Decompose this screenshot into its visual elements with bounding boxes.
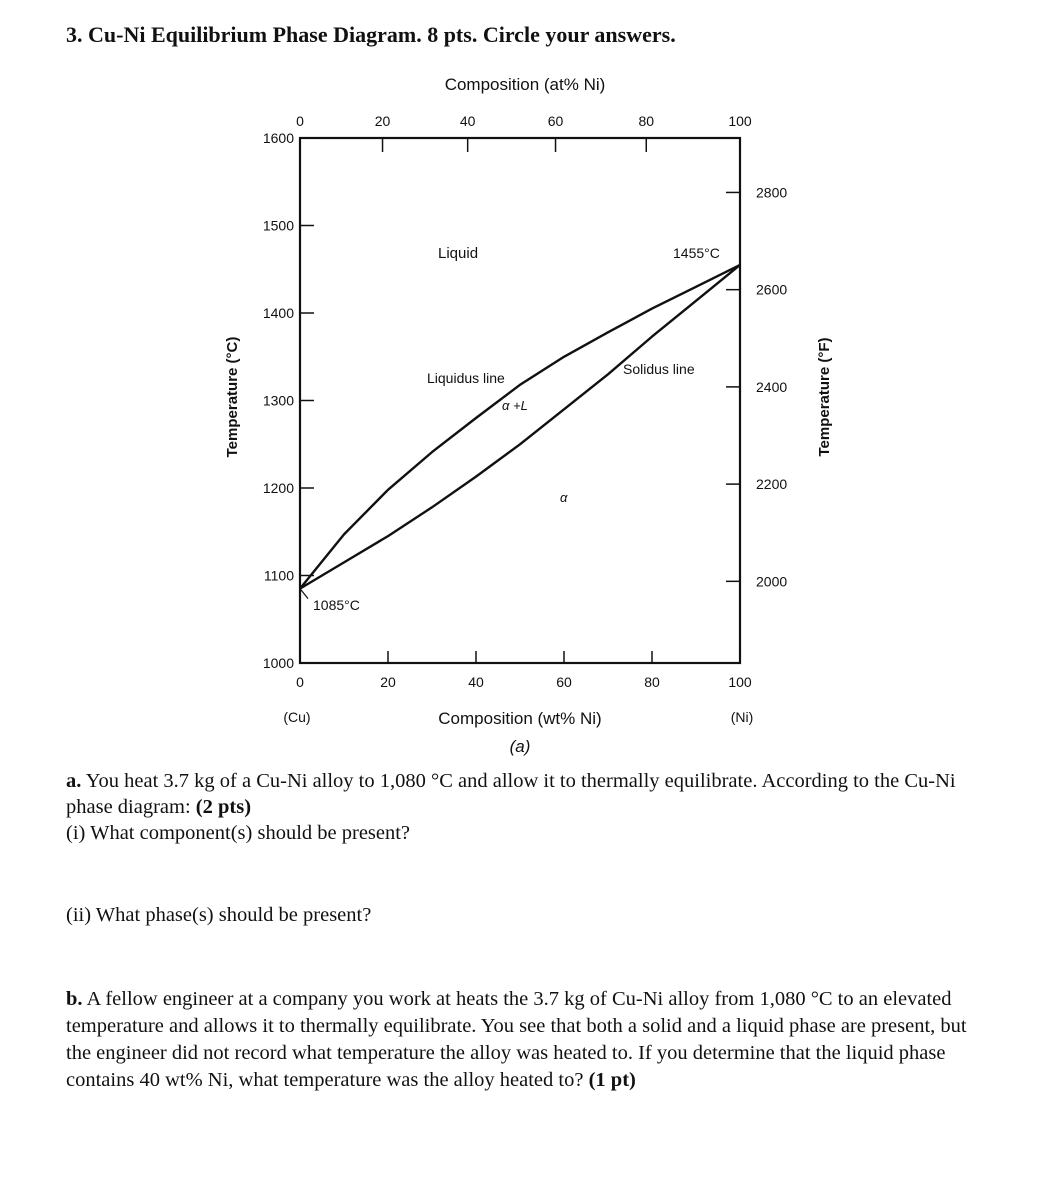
left-tick-label-1100: 1100 (263, 567, 294, 584)
question-b-text: A fellow engineer at a company you work at heats the 3.7 kg of Cu-Ni alloy from 1,080 °C to an elevated temperature and allows it to thermally equilibrate. You see that both a solid and a liquid phase are present, but the engineer did not record what temperature the alloy was heated to. If you determine that the liquid phase contains 40 wt% Ni, what temperature was the alloy heated to? (66, 988, 967, 1091)
top-tick-label-40: 40 (459, 113, 476, 129)
right-tick-label-2400: 2400 (756, 378, 788, 395)
top-tick-label-20: 20 (374, 113, 391, 129)
bottom-axis-title: Composition (wt% Ni) (438, 709, 602, 728)
bottom-tick-label-60: 60 (556, 674, 572, 690)
phase-boundaries (300, 265, 740, 599)
question-a-text: You heat 3.7 kg of a Cu-Ni alloy to 1,080 °C and allow it to thermally equilibrate. According to the Cu-Ni phase diagram: (66, 770, 956, 818)
cu-end-label: (Cu) (283, 709, 311, 725)
solidus-line-label: Solidus line (623, 361, 695, 377)
bottom-tick-label-20: 20 (380, 674, 396, 690)
solidus-curve (300, 265, 740, 589)
alpha-region-label: α (560, 490, 568, 505)
right-tick-label-2000: 2000 (756, 573, 788, 590)
figure-caption: (a) (509, 737, 531, 756)
ni-end-label: (Ni) (730, 709, 754, 725)
top-tick-label-80: 80 (638, 113, 655, 129)
bottom-tick-label-0: 0 (296, 674, 304, 690)
problem-title: Cu-Ni Equilibrium Phase Diagram. 8 pts. Circle your answers. (88, 22, 676, 47)
right-tick-label-2800: 2800 (756, 184, 788, 201)
two-phase-region-label: α +L (502, 398, 528, 413)
top-tick-label-100: 100 (728, 113, 752, 129)
question-b (66, 986, 996, 1094)
top-tick-label-0: 0 (296, 113, 304, 129)
melting-point-ni-label: 1455°C (673, 245, 720, 261)
left-tick-label-1300: 1300 (262, 392, 294, 409)
question-b-points: (1 pt) (588, 1069, 636, 1091)
question-a-points: (2 pts) (195, 796, 252, 818)
left-tick-label-1200: 1200 (262, 480, 294, 496)
liquidus-line-label: Liquidus line (427, 370, 505, 386)
bottom-tick-label-80: 80 (644, 674, 660, 690)
cu-melting-leader (300, 589, 308, 599)
left-tick-label-1500: 1500 (262, 217, 294, 234)
bottom-tick-label-40: 40 (468, 674, 484, 690)
question-a (66, 768, 996, 820)
liquid-region-label: Liquid (438, 245, 479, 262)
question-a-lead: a. (66, 770, 82, 792)
left-axis-title: Temperature (°C) (224, 336, 241, 458)
problem-number: 3. (66, 22, 83, 47)
bottom-tick-label-100: 100 (728, 674, 752, 690)
question-a-part-i: (i) What component(s) should be present? (66, 822, 411, 844)
question-a-part-ii: (ii) What phase(s) should be present? (66, 904, 372, 926)
top-tick-label-60: 60 (547, 113, 564, 129)
question-b-lead: b. (66, 988, 83, 1010)
right-tick-label-2600: 2600 (756, 281, 788, 298)
right-axis-title: Temperature (°F) (816, 337, 833, 457)
left-tick-label-1000: 1000 (262, 655, 294, 671)
left-tick-label-1400: 1400 (262, 305, 294, 321)
left-tick-label-1600: 1600 (262, 130, 294, 146)
right-tick-label-2200: 2200 (756, 476, 788, 493)
melting-point-cu-label: 1085°C (313, 597, 360, 613)
liquidus-curve (300, 265, 740, 589)
top-axis-title: Composition (at% Ni) (444, 75, 606, 94)
